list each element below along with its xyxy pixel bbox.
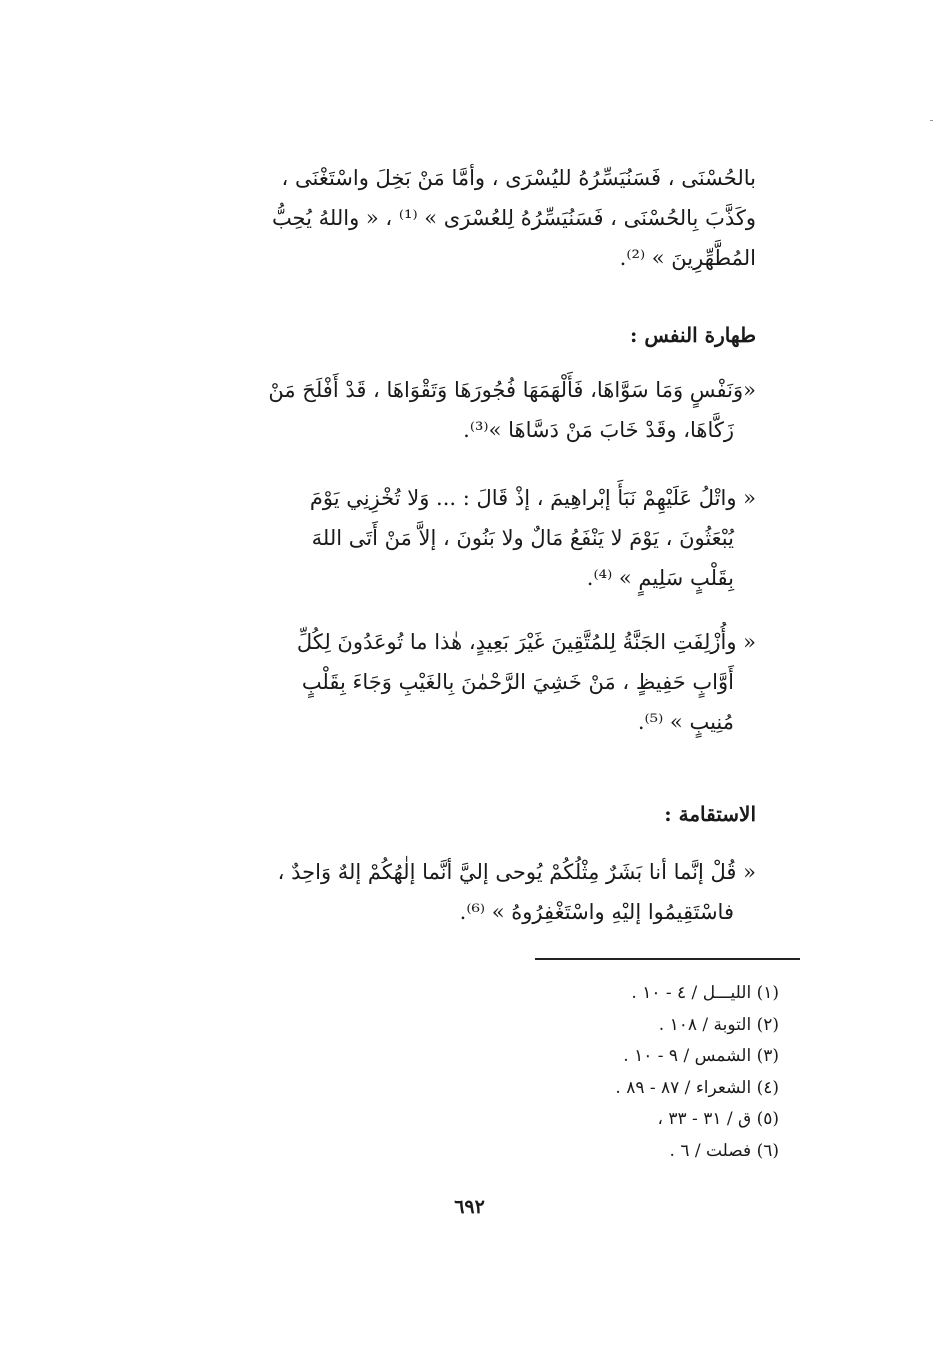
quote-paragraph xyxy=(116,370,756,450)
footnote: (٥) ق / ٣١ - ٣٣ ، xyxy=(657,1109,779,1129)
text-line: « وأُزْلِفَتِ الجَنَّةُ لِلمُتَّقِينَ غَيْرَ بَعِيدٍ، هٰذا ما تُوعَدُونَ لِكُلِّ xyxy=(296,630,756,654)
scan-speck xyxy=(930,120,933,121)
text-line: «وَنَفْسٍ وَمَا سَوَّاهَا، فَأَلْهَمَهَا فُجُورَهَا وَتَقْوَاهَا ، قَدْ أَفْلَحَ مَنْ xyxy=(268,378,756,402)
footnotes xyxy=(519,978,779,1167)
section-heading-uprightness: الاستقامة : xyxy=(664,802,756,826)
text-line: بالحُسْنَى ، فَسَنُيَسِّرُهُ لليُسْرَى ، وأمَّا مَنْ بَخِلَ واسْتَغْنَى ، xyxy=(281,166,756,190)
intro-paragraph xyxy=(116,158,756,278)
text-line: بِقَلْبٍ سَلِيمٍ » ⁽⁴⁾. xyxy=(586,566,734,590)
text-line: « واتْلُ عَلَيْهِمْ نَبَأَ إبْراهِيمَ ، إذْ قَالَ : ... وَلا تُخْزِنِي يَوْمَ xyxy=(309,486,756,510)
text-line: يُبْعَثُونَ ، يَوْمَ لا يَنْفَعُ مَالٌ ولا بَنُونَ ، إلاَّ مَنْ أَتَى اللهَ xyxy=(311,526,734,550)
footnote: (٢) التوبة / ١٠٨ . xyxy=(658,1014,779,1035)
footnote: (١) الليـــل / ٤ - ١٠ . xyxy=(631,983,779,1003)
text-line: وكَذَّبَ بِالحُسْنَى ، فَسَنُيَسِّرُهُ لِلعُسْرَى » ⁽¹⁾ ، « واللهُ يُحِبُّ xyxy=(271,206,756,230)
text-line: أَوَّابٍ حَفِيظٍ ، مَنْ خَشِيَ الرَّحْمٰنَ بِالغَيْبِ وَجَاءَ بِقَلْبٍ xyxy=(301,670,734,694)
section-heading-purity-of-soul: طهارة النفس : xyxy=(630,323,756,347)
quote-paragraph xyxy=(116,622,756,742)
page-number: ٦٩٢ xyxy=(454,1196,485,1218)
footnote: (٣) الشمس / ٩ - ١٠ . xyxy=(623,1046,779,1066)
quote-paragraph xyxy=(116,478,756,598)
text-line: زَكَّاهَا، وقَدْ خَابَ مَنْ دَسَّاهَا »⁽³⁾. xyxy=(463,418,734,442)
text-line: « قُلْ إنَّما أنا بَشَرٌ مِثْلُكُمْ يُوحى إليَّ أنَّما إلٰهُكُمْ إلهٌ وَاحِدٌ ، xyxy=(277,860,756,884)
text-line: المُطَّهِّرِينَ » ⁽²⁾. xyxy=(619,246,756,270)
footnote: (٦) فصلت / ٦ . xyxy=(669,1140,779,1161)
text-line: فاسْتَقِيمُوا إليْهِ واسْتَغْفِرُوهُ » ⁽⁶⁾. xyxy=(459,900,734,924)
quote-paragraph xyxy=(116,852,756,932)
footnote: (٤) الشعراء / ٨٧ - ٨٩ . xyxy=(615,1077,779,1098)
text-line: مُنِيبٍ » ⁽⁵⁾. xyxy=(637,710,734,734)
footnote-divider xyxy=(535,958,800,960)
